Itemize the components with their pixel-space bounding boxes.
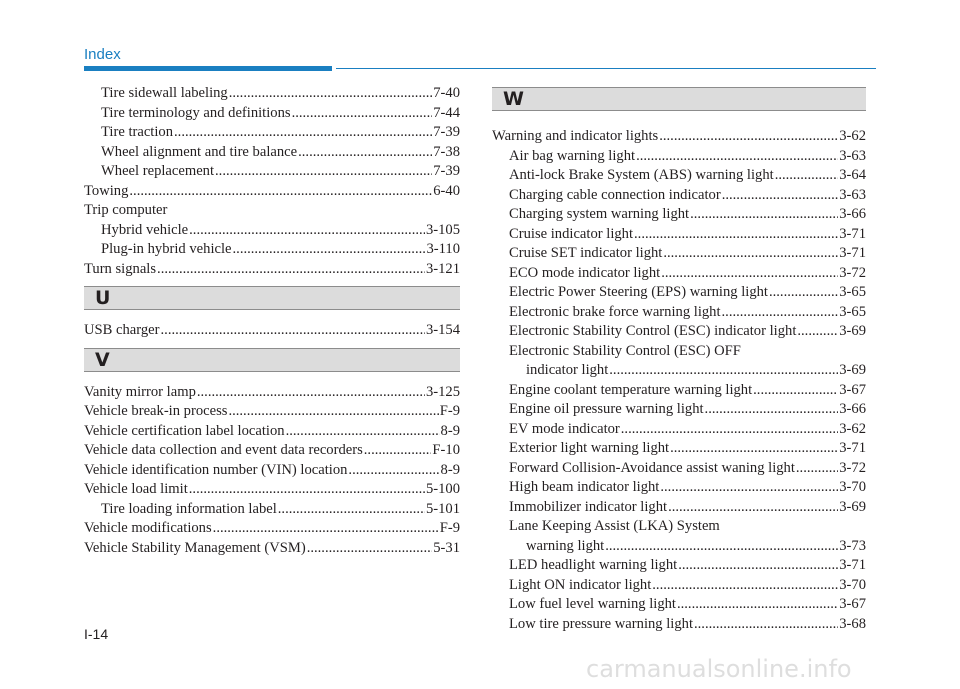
index-entry: Tire traction ..... 7-39 xyxy=(84,123,460,143)
index-entry-usb-charger: USB charger ..... 3-154 xyxy=(84,321,460,341)
index-entry: Vehicle Stability Management (VSM) ..... 5-31 xyxy=(84,539,460,559)
index-entry: Vehicle break-in process ..... F-9 xyxy=(84,402,460,422)
page-number: I-14 xyxy=(84,626,109,642)
index-entry: Electronic Stability Control (ESC) indicator light ..... 3-69 xyxy=(492,322,866,342)
index-entry: Tire loading information label ..... 5-101 xyxy=(84,500,460,520)
index-entry: EV mode indicator ..... 3-62 xyxy=(492,420,866,440)
index-entry: Vanity mirror lamp ..... 3-125 xyxy=(84,383,460,403)
index-entry-line1: Lane Keeping Assist (LKA) System xyxy=(509,518,720,534)
index-entry-line2: warning light ..... 3-73 xyxy=(492,537,866,557)
index-entry: Anti-lock Brake System (ABS) warning light ..... 3-64 xyxy=(492,166,866,186)
index-entry: Electric Power Steering (EPS) warning light ..... 3-65 xyxy=(492,283,866,303)
index-entry-warning-lights: Warning and indicator lights ..... 3-62 xyxy=(492,127,866,147)
header-rule-thin xyxy=(336,68,876,69)
section-header-u: U xyxy=(84,286,460,310)
section-header-v: V xyxy=(84,348,460,372)
index-entry: Tire terminology and definitions ..... 7-44 xyxy=(84,104,460,124)
index-entry: Plug-in hybrid vehicle ..... 3-110 xyxy=(84,240,460,260)
section-header-w: W xyxy=(492,87,866,111)
index-entry: Tire sidewall labeling ..... 7-40 xyxy=(84,84,460,104)
index-entry: Vehicle modifications ..... F-9 xyxy=(84,519,460,539)
index-entry-turn-signals: Turn signals ..... 3-121 xyxy=(84,260,460,280)
index-entry: Immobilizer indicator light ..... 3-69 xyxy=(492,498,866,518)
index-entry-towing: Towing ..... 6-40 xyxy=(84,182,460,202)
index-entry: Air bag warning light ..... 3-63 xyxy=(492,147,866,167)
index-heading-trip-computer: Trip computer xyxy=(84,202,168,218)
index-entry: Wheel replacement ..... 7-39 xyxy=(84,162,460,182)
index-entry: Exterior light warning light ..... 3-71 xyxy=(492,439,866,459)
index-entry: Cruise indicator light ..... 3-71 xyxy=(492,225,866,245)
index-entry-line2: indicator light ..... 3-69 xyxy=(492,361,866,381)
right-column xyxy=(492,127,866,634)
index-entry: Low tire pressure warning light ..... 3-68 xyxy=(492,615,866,635)
index-entry: High beam indicator light ..... 3-70 xyxy=(492,478,866,498)
index-entry: ECO mode indicator light ..... 3-72 xyxy=(492,264,866,284)
index-entry: Cruise SET indicator light ..... 3-71 xyxy=(492,244,866,264)
index-entry-line1: Electronic Stability Control (ESC) OFF xyxy=(509,342,741,359)
index-entry: Electronic brake force warning light ..... 3-65 xyxy=(492,303,866,323)
index-entry: Forward Collision-Avoidance assist waning light ..... 3-72 xyxy=(492,459,866,479)
index-entry: LED headlight warning light ..... 3-71 xyxy=(492,556,866,576)
index-entry: Vehicle identification number (VIN) location ..... 8-9 xyxy=(84,461,460,481)
index-entry: Engine coolant temperature warning light ..... 3-67 xyxy=(492,381,866,401)
index-entry: Charging cable connection indicator ..... 3-63 xyxy=(492,186,866,206)
index-entry: Vehicle data collection and event data recorders ..... F-10 xyxy=(84,441,460,461)
header-rule-thick xyxy=(84,66,332,71)
index-entry: Light ON indicator light ..... 3-70 xyxy=(492,576,866,596)
left-column xyxy=(84,84,460,558)
index-entry: Engine oil pressure warning light ..... 3-66 xyxy=(492,400,866,420)
watermark: carmanualsonline.info xyxy=(586,655,852,683)
index-entry: Hybrid vehicle ..... 3-105 xyxy=(84,221,460,241)
index-entry: Vehicle load limit ..... 5-100 xyxy=(84,480,460,500)
index-entry: Wheel alignment and tire balance ..... 7-38 xyxy=(84,143,460,163)
index-entry: Vehicle certification label location ..... 8-9 xyxy=(84,422,460,442)
index-entry: Charging system warning light ..... 3-66 xyxy=(492,205,866,225)
page-title: Index xyxy=(84,46,121,63)
index-entry: Low fuel level warning light ..... 3-67 xyxy=(492,595,866,615)
